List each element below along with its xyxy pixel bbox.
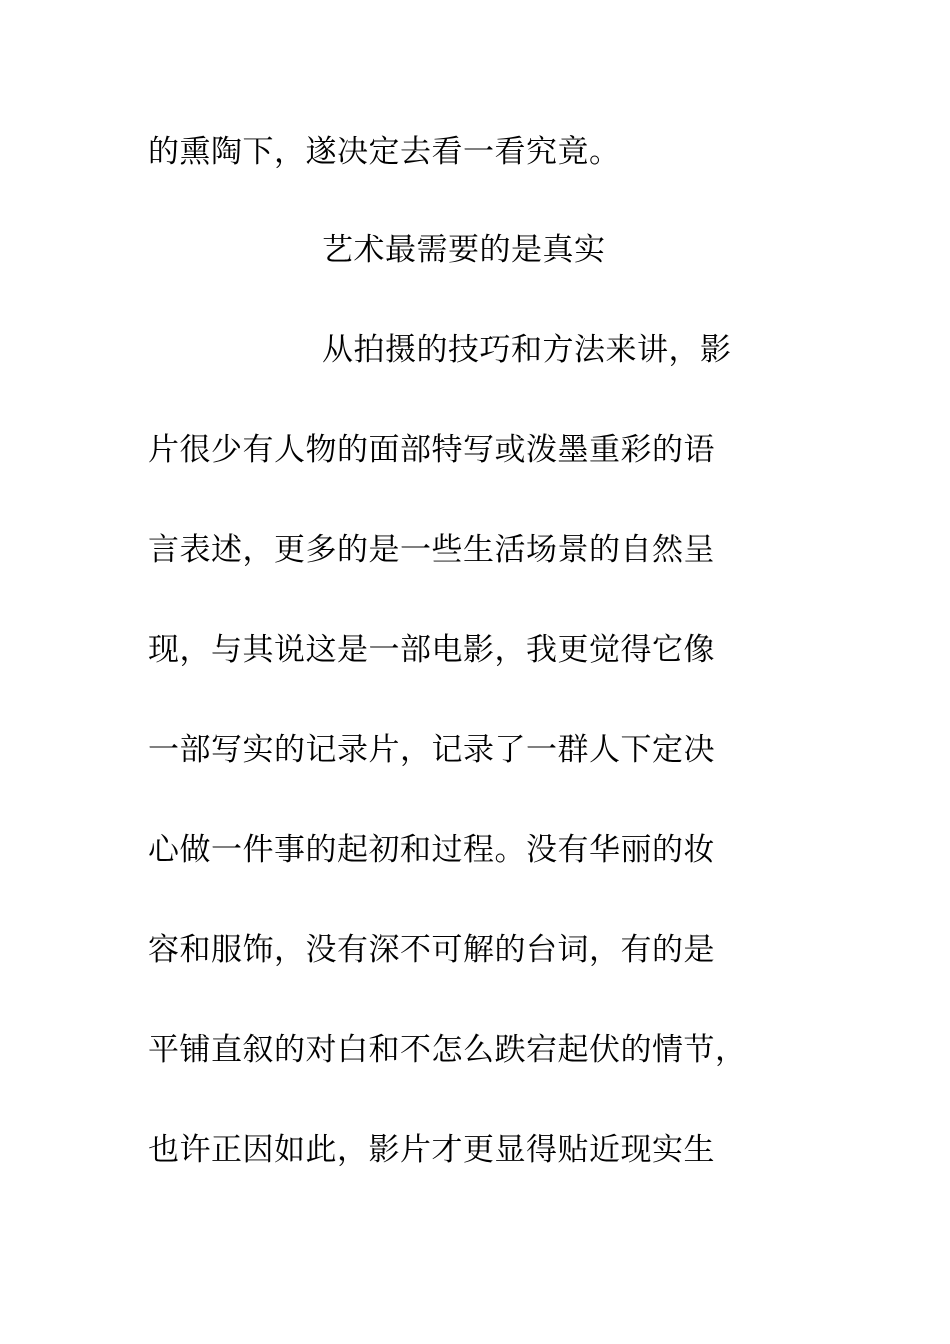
text-line-5: 言表述，更多的是一些生活场景的自然呈	[148, 532, 715, 568]
text-line-4: 片很少有人物的面部特写或泼墨重彩的语	[148, 432, 715, 468]
text-line-10: 平铺直叙的对白和不怎么跌宕起伏的情节，	[148, 1032, 747, 1068]
text-line-1: 的熏陶下，遂决定去看一看究竟。	[148, 134, 621, 170]
text-line-9: 容和服饰，没有深不可解的台词，有的是	[148, 932, 715, 968]
text-line-6: 现，与其说这是一部电影，我更觉得它像	[148, 632, 715, 668]
section-heading: 艺术最需要的是真实	[322, 232, 606, 268]
text-line-11: 也许正因如此，影片才更显得贴近现实生	[148, 1132, 715, 1168]
paragraph-first-line: 从拍摄的技巧和方法来讲，影	[322, 332, 732, 368]
text-line-8: 心做一件事的起初和过程。没有华丽的妆	[148, 832, 715, 868]
text-line-7: 一部写实的记录片，记录了一群人下定决	[148, 732, 715, 768]
